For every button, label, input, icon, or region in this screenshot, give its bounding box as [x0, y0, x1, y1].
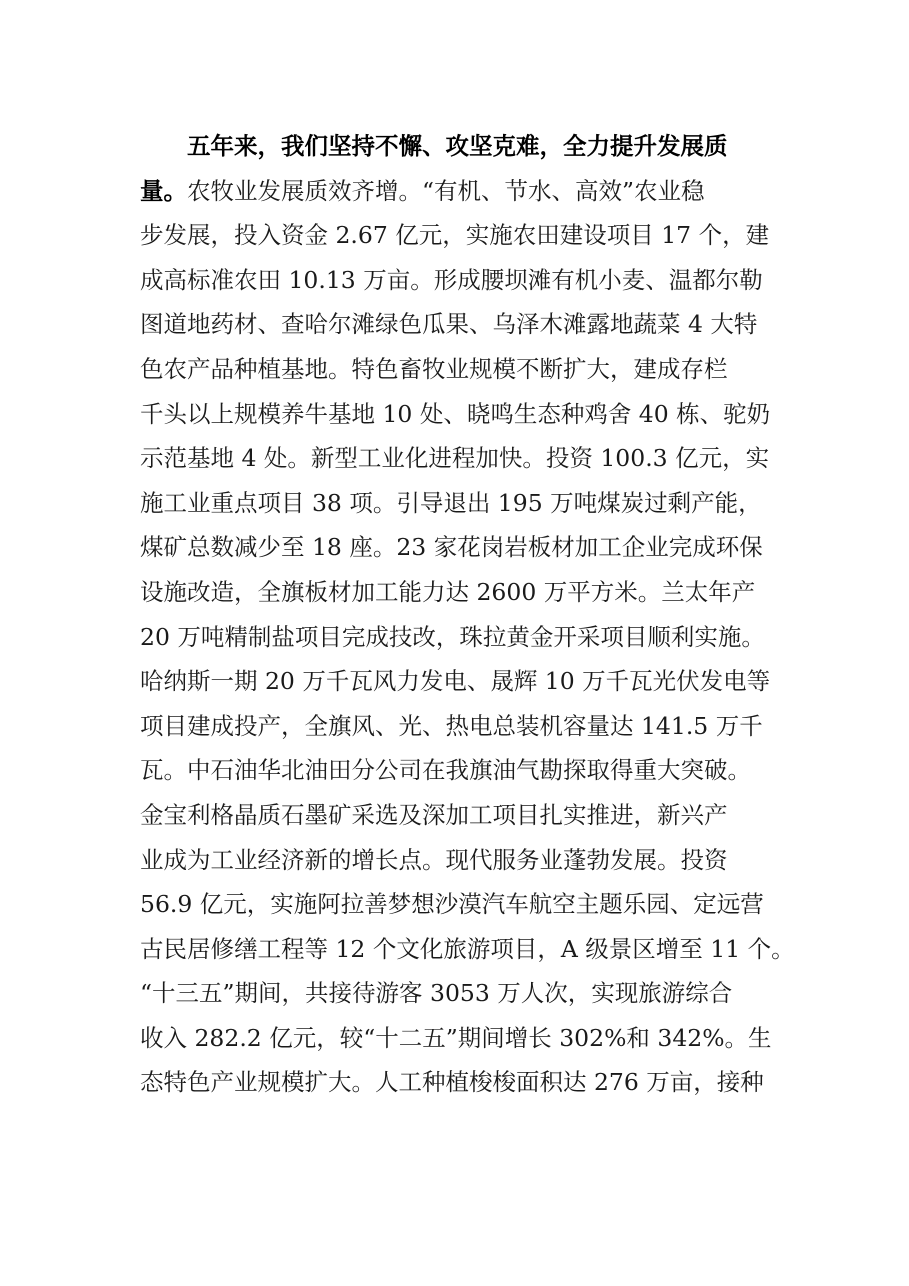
- paragraph: [140, 124, 795, 1105]
- text-line: [140, 615, 780, 660]
- line-text: 56.9 亿元，实施阿拉善梦想沙漠汽车航空主题乐园、定远营: [140, 890, 764, 919]
- text-line: [140, 302, 780, 347]
- text-line: [140, 838, 780, 883]
- line-text: “十三五”期间，共接待游客 3053 万人次，实现旅游综合: [140, 979, 733, 1008]
- line-text: 煤矿总数减少至 18 座。23 家花岗岩板材加工企业完成环保: [140, 533, 763, 562]
- text-line: [140, 971, 780, 1016]
- text-line: [140, 347, 780, 392]
- text-line: [140, 570, 780, 615]
- line-text: 成高标准农田 10.13 万亩。形成腰坝滩有机小麦、温都尔勒: [140, 265, 763, 294]
- text-line: [140, 525, 780, 570]
- line-text: 哈纳斯一期 20 万千瓦风力发电、晟辉 10 万千瓦光伏发电等: [140, 667, 771, 696]
- text-line: [140, 793, 780, 838]
- text-line: [140, 481, 780, 526]
- line-text: 20 万吨精制盐项目完成技改，珠拉黄金开采项目顺利实施。: [140, 622, 765, 651]
- line-text: 业成为工业经济新的增长点。现代服务业蓬勃发展。投资: [140, 845, 728, 874]
- line-text: 千头以上规模养牛基地 10 处、晓鸣生态种鸡舍 40 栋、驼奶: [140, 399, 771, 428]
- line-text: 图道地药材、查哈尔滩绿色瓜果、乌泽木滩露地蔬菜 4 大特: [140, 310, 758, 339]
- line-text: 态特色产业规模扩大。人工种植梭梭面积达 276 万亩，接种: [140, 1068, 764, 1097]
- line-text: 项目建成投产，全旗风、光、热电总装机容量达 141.5 万千: [140, 711, 763, 740]
- text-line: [140, 704, 780, 749]
- text-line: [140, 1060, 780, 1105]
- text-line: [140, 659, 780, 704]
- bold-lead: 量。: [140, 176, 187, 205]
- line-text: 收入 282.2 亿元，较“十二五”期间增长 302%和 342%。生: [140, 1023, 772, 1052]
- line-text: 农牧业发展质效齐增。“有机、节水、高效”农业稳: [187, 176, 705, 205]
- line-text: 设施改造，全旗板材加工能力达 2600 万平方米。兰太年产: [140, 577, 756, 606]
- line-text: 色农产品种植基地。特色畜牧业规模不断扩大，建成存栏: [140, 354, 728, 383]
- line-text: 步发展，投入资金 2.67 亿元，实施农田建设项目 17 个，建: [140, 221, 770, 250]
- line-text: 古民居修缮工程等 12 个文化旅游项目，A 级景区增至 11 个。: [140, 934, 795, 963]
- text-line: [140, 169, 780, 214]
- line-text: 瓦。中石油华北油田分公司在我旗油气勘探取得重大突破。: [140, 756, 751, 785]
- text-line: [140, 213, 780, 258]
- text-line: [140, 258, 780, 303]
- line-text: 金宝利格晶质石墨矿采选及深加工项目扎实推进，新兴产: [140, 800, 728, 829]
- text-line: [140, 927, 795, 972]
- text-line: [140, 124, 780, 169]
- bold-lead: 五年来，我们坚持不懈、攻坚克难，全力提升发展质: [187, 132, 728, 160]
- line-text: 示范基地 4 处。新型工业化进程加快。投资 100.3 亿元，实: [140, 444, 770, 473]
- line-text: 施工业重点项目 38 项。引导退出 195 万吨煤炭过剩产能，: [140, 488, 762, 517]
- text-line: [140, 748, 780, 793]
- text-line: [140, 1016, 780, 1061]
- text-line: [140, 882, 780, 927]
- text-line: [140, 436, 780, 481]
- text-line: [140, 392, 780, 437]
